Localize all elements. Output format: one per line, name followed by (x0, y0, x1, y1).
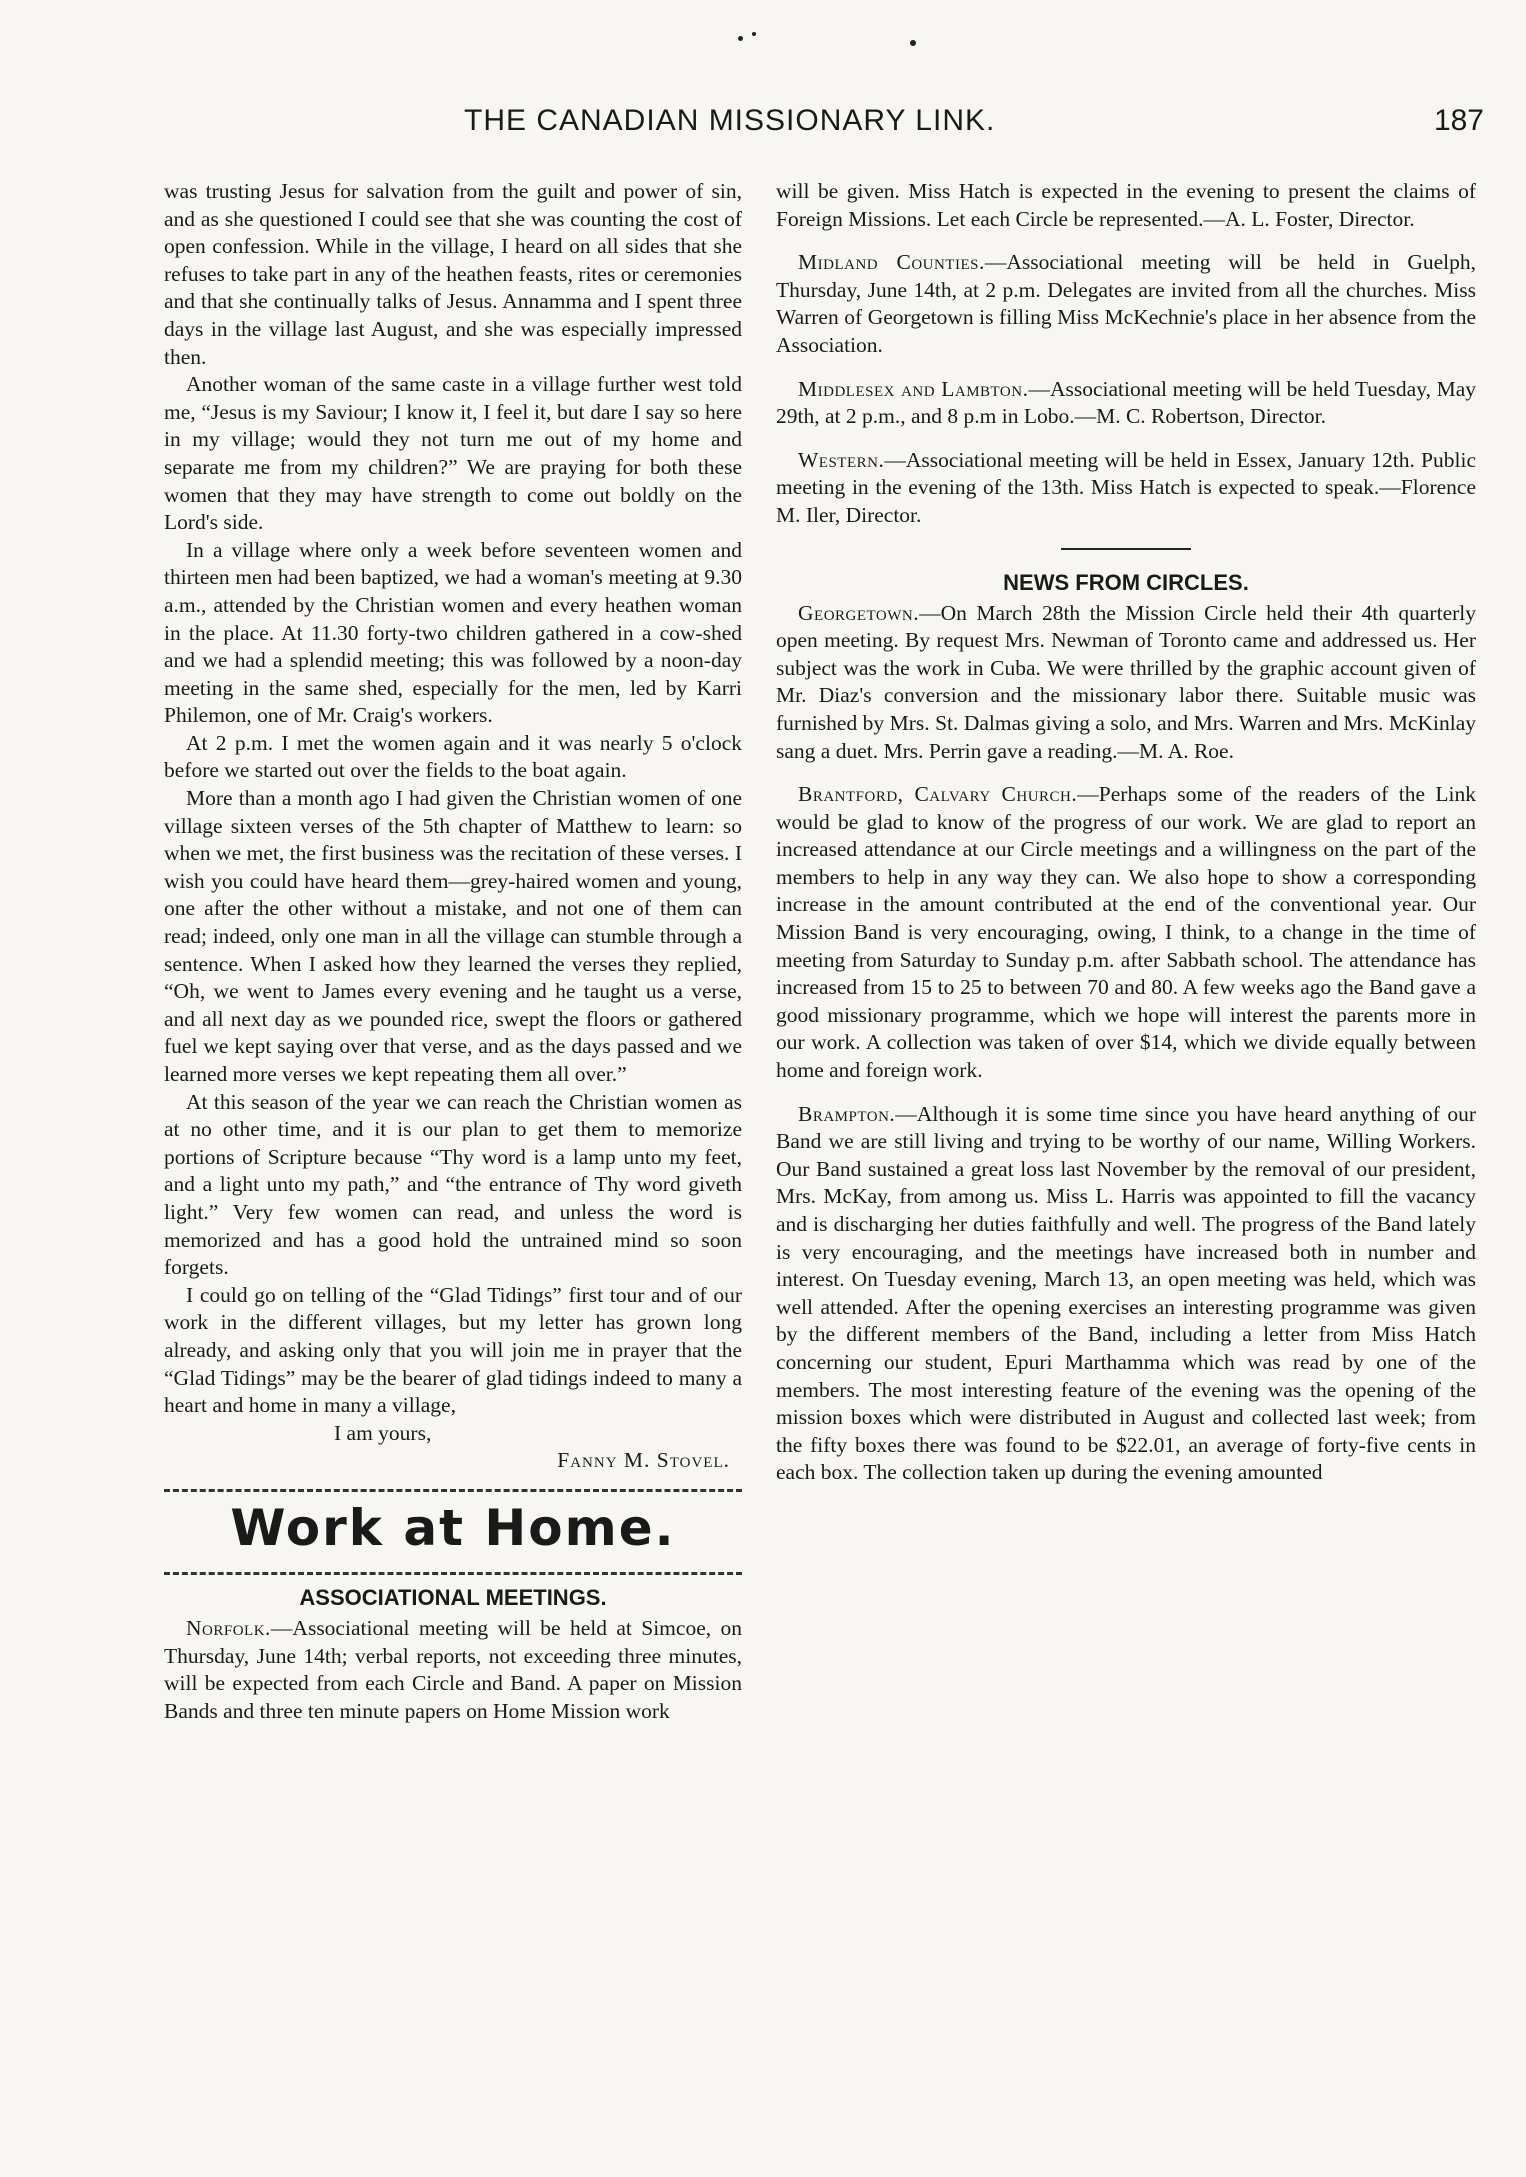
short-divider (1061, 548, 1191, 550)
letter-paragraph: I could go on telling of the “Glad Tidings” first tour and of our work in the different villages, but my letter has grown long already, and asking only that you will join me in prayer that the “Glad Tidings” may be the bearer of glad tidings indeed to many a heart and home in many a village, (164, 1282, 742, 1418)
entry-text: —On March 28th the Mission Circle held their 4th quarterly open meeting. By request Mrs. Newman of Toronto came and addressed us. Her subject was the work in Cuba. We were thrilled by the graphic account given of Mr. Diaz's conversion and the missionary labor there. Suitable music was furnished by Mrs. St. Dalmas giving a solo, and Mrs. Warren and Mrs. McKinlay sang a duet. Mrs. Perrin gave a reading.—M. A. Roe. (776, 600, 1476, 763)
circle-entry (776, 1101, 1476, 1487)
entry-lead: Norfolk. (186, 1615, 271, 1640)
section-divider (164, 1572, 742, 1575)
letter-paragraph: Another woman of the same caste in a village further west told me, “Jesus is my Saviour; I know it, I feel it, but dare I say so here in my village; would they not turn me out of my home and separate me from my children?” We are praying for both these women that they may have strength to come out boldly on the Lord's side. (164, 372, 742, 535)
entry-text: —Perhaps some of the readers of the Link would be glad to know of the progress of our work. We are glad to report an increased attendance at our Circle meetings and a willingness on the part of the members to help in any way they can. We also hope to show a corresponding increase in the amount contributed at the end of the conventional year. Our Mission Band is very encouraging, owing, I think, to a change in the time of meeting from Saturday to Sunday p.m. after Sabbath school. The attendance has increased from 15 to 25 to between 70 and 80. A few weeks ago the Band gave a good missionary programme, which we hope will interest the parents more in our work. A collection was taken of over $14, which we divide equally between home and foreign work. (776, 782, 1477, 1083)
entry-lead: Middlesex and Lambton. (798, 376, 1029, 401)
meeting-continuation: will be given. Miss Hatch is expected in the evening to present the claims of Foreign Missions. Let each Circle be represented.—A. L. Foster, Director. (776, 179, 1476, 231)
circle-entry (776, 781, 1476, 1085)
meeting-entry (164, 1615, 742, 1725)
letter-paragraph: was trusting Jesus for salvation from the guilt and power of sin, and as she questioned I could see that she was counting the cost of open confession. While in the village, I heard on all sides that she refuses to take part in any of the heathen feasts, rites or ceremonies and that she continually talks of Jesus. Annamma and I spent three days in the village last August, and she was especially impressed then. (164, 179, 742, 369)
entry-text: —Associational meeting will be held at Simcoe, on Thursday, June 14th; verbal reports, not exceeding three minutes, will be expected from each Circle and Band. A paper on Mission Bands and three ten minute papers on Home Mission work (164, 1615, 742, 1723)
entry-text: —Associational meeting will be held Tuesday, May 29th, at 2 p.m., and 8 p.m in Lobo.—M. C. Robertson, Director. (776, 376, 1476, 429)
letter-paragraph: In a village where only a week before seventeen women and thirteen men had been baptized, we had a woman's meeting at 9.30 a.m., attended by the Christian women and every heathen woman in the place. At 11.30 forty-two children gathered in a cow-shed and we had a splendid meeting; this was followed by a noon-day meeting in the same shed, especially for the men, led by Karri Philemon, one of Mr. Craig's workers. (164, 537, 742, 728)
entry-lead: Brantford, Calvary Church. (798, 782, 1078, 807)
print-speck (752, 32, 756, 36)
entry-lead: Georgetown. (798, 600, 920, 625)
section-divider (164, 1489, 742, 1492)
letter-paragraph: More than a month ago I had given the Christian women of one village sixteen verses of the 5th chapter of Matthew to learn: so when we met, the first business was the recitation of these verses. I wish you could have heard them—grey-haired women and young, one after the other without a mistake, and not one of them can read; indeed, only one man in all the village can stumble through a sentence. When I asked how they learned the verses they replied, “Oh, we went to James every evening and he taught us a verse, and all next day as we pounded rice, swept the floors or gathered fuel we kept saying over that verse, and as the days passed and we learned more verses we kept repeating them all over.” (164, 786, 742, 1086)
page-header (164, 104, 1484, 144)
entry-lead: Brampton. (798, 1101, 896, 1126)
letter-closing: I am yours, (334, 1420, 432, 1445)
meeting-entry (776, 376, 1476, 431)
entry-lead: Western. (798, 447, 885, 472)
sub-heading: ASSOCIATIONAL MEETINGS. (299, 1584, 607, 1610)
letter-signature: Fanny M. Stovel. (557, 1448, 730, 1473)
print-speck (738, 36, 743, 41)
entry-text: —Although it is some time since you have heard anything of our Band we are still living and trying to be worthy of our name, Willing Workers. Our Band sustained a great loss last November by the removal of our president, Mrs. McKay, from among us. Miss L. Harris was appointed to fill the vacancy and is discharging her duties faithfully and well. The progress of the Band lately is very encouraging, and the meetings have increased both in number and interest. On Tuesday evening, March 13, an open meeting was held, which was well attended. After the opening exercises an interesting programme was given by the different members of the Band, including a letter from Miss Hatch concerning our student, Epuri Marthamma which was read by one of the members. The most interesting feature of the evening was the opening of the mission boxes which were distributed in August and collected last week; from the fifty boxes there was found to be $22.01, an average of forty-five cents in each box. The collection taken up during the evening amounted (776, 1101, 1476, 1485)
meeting-entry (776, 249, 1476, 359)
entry-text: —Associational meeting will be held in Essex, January 12th. Public meeting in the evening of the 13th. Miss Hatch is expected to speak.—Florence M. Iler, Director. (776, 447, 1476, 527)
left-column (164, 178, 742, 1725)
publication-title: THE CANADIAN MISSIONARY LINK. (464, 104, 996, 137)
section-heading: Work at Home. (230, 1498, 676, 1557)
print-speck (910, 40, 916, 46)
letter-paragraph: At this season of the year we can reach the Christian women as at no other time, and it is our plan to get them to memorize portions of Scripture because “Thy word is a lamp unto my feet, and a light unto my path,” and “the entrance of Thy word giveth light.” Very few women can read, and unless the word is memorized and has a good hold the untrained mind so soon forgets. (164, 1089, 742, 1280)
entry-lead: Midland Counties. (798, 250, 985, 275)
news-heading: NEWS FROM CIRCLES. (1003, 569, 1249, 595)
letter-paragraph: At 2 p.m. I met the women again and it was nearly 5 o'clock before we started out over the fields to the boat again. (164, 730, 742, 783)
page-number: 187 (1433, 104, 1484, 137)
right-column (776, 178, 1476, 1503)
circle-entry (776, 600, 1476, 766)
entry-text: —Associational meeting will be held in Guelph, Thursday, June 14th, at 2 p.m. Delegates are invited from all the churches. Miss Warren of Georgetown is filling Miss McKechnie's place in her absence from the Association. (776, 250, 1477, 357)
meeting-entry (776, 447, 1476, 530)
